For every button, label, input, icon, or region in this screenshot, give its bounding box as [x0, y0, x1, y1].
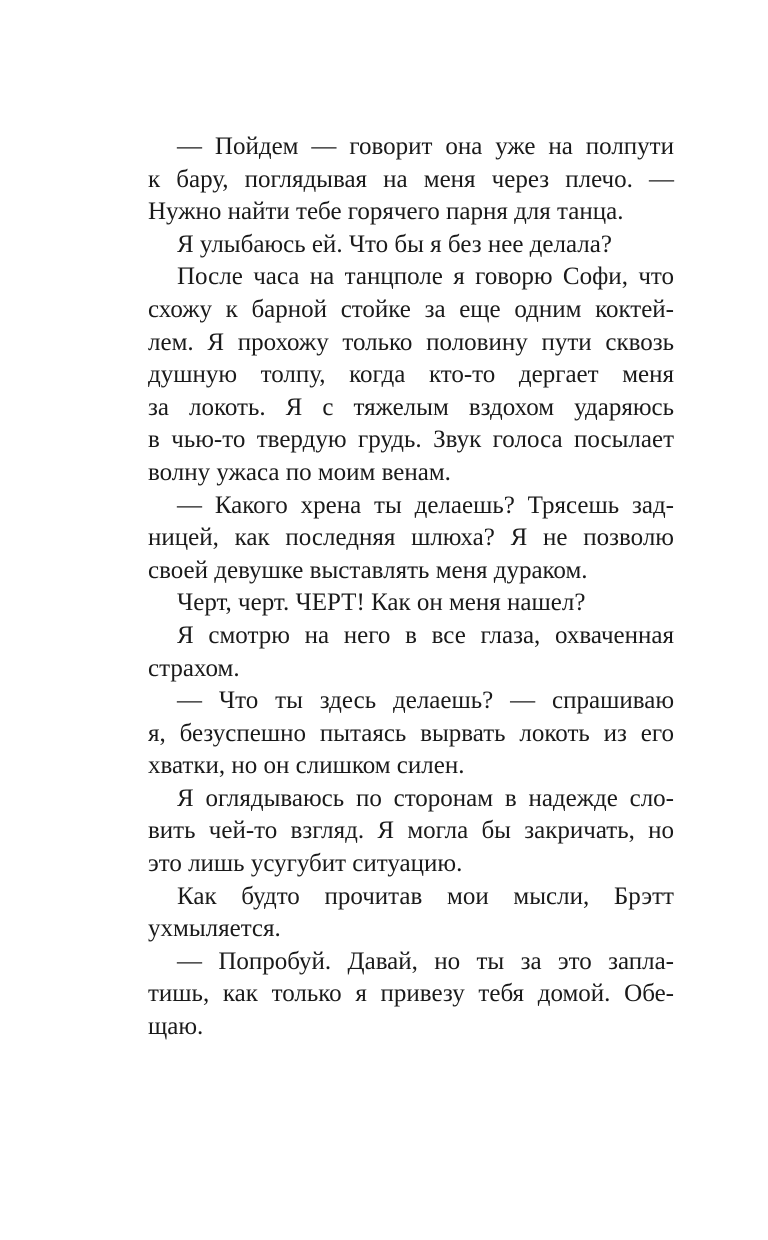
text-line: — Какого хрена ты делаешь? Трясешь зад- — [177, 491, 674, 519]
text-line: Я оглядываюсь по сторонам в надежде сло- — [177, 784, 674, 812]
text-line: тишь, как только я привезу тебя домой. Обе- — [148, 980, 674, 1008]
text-line: лем. Я прохожу только половину пути сквозь — [148, 328, 674, 356]
text-line: Я улыбаюсь ей. Что бы я без нее делала? — [177, 230, 612, 258]
text-line: за локоть. Я с тяжелым вздохом ударяюсь — [148, 393, 674, 421]
text-line: Нужно найти тебе горячего парня для танца. — [148, 198, 624, 226]
text-line: хватки, но он слишком силен. — [148, 752, 465, 780]
text-line: страхом. — [148, 654, 240, 682]
paragraph — [148, 229, 674, 262]
book-page — [148, 131, 674, 1044]
paragraph — [148, 946, 674, 1044]
text-line: Черт, черт. ЧЕРТ! Как он меня нашел? — [177, 589, 586, 617]
text-line: ницей, как последняя шлюха? Я не позволю — [148, 524, 674, 552]
paragraph — [148, 685, 674, 783]
text-line: вить чей-то взгляд. Я могла бы закричать, но — [148, 817, 674, 845]
paragraph — [148, 783, 674, 881]
text-line: схожу к барной стойке за еще одним коктей- — [148, 295, 674, 323]
paragraph — [148, 620, 674, 685]
text-line: к бару, поглядывая на меня через плечо. — — [148, 165, 674, 193]
text-line: волну ужаса по моим венам. — [148, 458, 451, 486]
paragraph — [148, 881, 674, 946]
text-line: душную толпу, когда кто-то дергает меня — [148, 361, 674, 389]
paragraph — [148, 261, 674, 489]
text-line: — Что ты здесь делаешь? — спрашиваю — [177, 687, 674, 715]
text-line: своей девушке выставлять меня дураком. — [148, 556, 588, 584]
text-line: в чью-то твердую грудь. Звук голоса посылает — [148, 426, 674, 454]
text-line: это лишь усугубит ситуацию. — [148, 850, 463, 878]
paragraph — [148, 587, 674, 620]
text-line: — Попробуй. Давай, но ты за это запла- — [177, 947, 674, 975]
text-line: Как будто прочитав мои мысли, Брэтт — [177, 882, 674, 910]
text-line: щаю. — [148, 1013, 204, 1041]
text-line: я, безуспешно пытаясь вырвать локоть из его — [148, 719, 674, 747]
paragraph — [148, 490, 674, 588]
paragraph — [148, 131, 674, 229]
text-line: Я смотрю на него в все глаза, охваченная — [177, 621, 674, 649]
text-line: После часа на танцполе я говорю Софи, что — [177, 263, 674, 291]
text-line: ухмыляется. — [148, 915, 281, 943]
text-line: — Пойдем — говорит она уже на полпути — [177, 133, 674, 160]
